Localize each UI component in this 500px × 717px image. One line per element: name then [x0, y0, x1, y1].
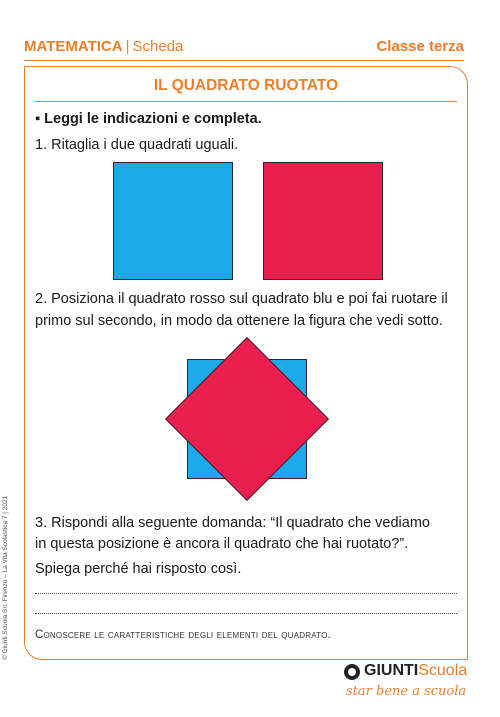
page-header: [24, 38, 464, 60]
worksheet-card: [24, 66, 468, 660]
worksheet-title: IL QUADRATO RUOTATO: [153, 77, 339, 94]
answer-line-2[interactable]: [35, 613, 457, 614]
learning-objective: Conoscere le caratteristiche degli elementi del quadrato.: [35, 629, 331, 641]
copyright-note: © Giunti Scuola Srl, Firenze – La Vita Scolastica 7 | 2021: [2, 495, 9, 660]
sheet-label: Scheda: [132, 38, 184, 55]
giunti-logo-icon: [344, 664, 360, 680]
step-3-line-2: in questa posizione è ancora il quadrato che hai ruotato?”.: [35, 536, 409, 552]
subject-text: MATEMATICA: [24, 38, 123, 55]
answer-line-1[interactable]: [35, 593, 457, 594]
brand-name-main: GIUNTI: [364, 662, 419, 679]
grade-label: Classe terza: [376, 38, 464, 55]
publisher-logo: [344, 662, 474, 706]
red-square: [263, 162, 383, 280]
step-3-line-1: 3. Rispondi alla seguente domanda: “Il quadrato che vediamo: [35, 515, 430, 531]
instruction-text: ▪ Leggi le indicazioni e completa.: [35, 111, 262, 127]
step-1-text: 1. Ritaglia i due quadrati uguali.: [35, 137, 239, 153]
blue-square: [113, 162, 233, 280]
brand-name: [364, 662, 467, 680]
title-divider: [35, 101, 457, 102]
step-3-line-3: Spiega perché hai risposto così.: [35, 561, 242, 577]
brand-name-accent: Scuola: [418, 662, 468, 679]
brand-tagline: star bene a scuola: [346, 684, 467, 699]
subject-label: [24, 38, 183, 55]
header-divider: [24, 60, 464, 61]
step-2-line-1: 2. Posiziona il quadrato rosso sul quadrato blu e poi fai ruotare il: [35, 291, 448, 307]
header-separator: |: [125, 38, 130, 55]
step-2-line-2: primo sul secondo, in modo da ottenere la figura che vedi sotto.: [35, 313, 443, 329]
